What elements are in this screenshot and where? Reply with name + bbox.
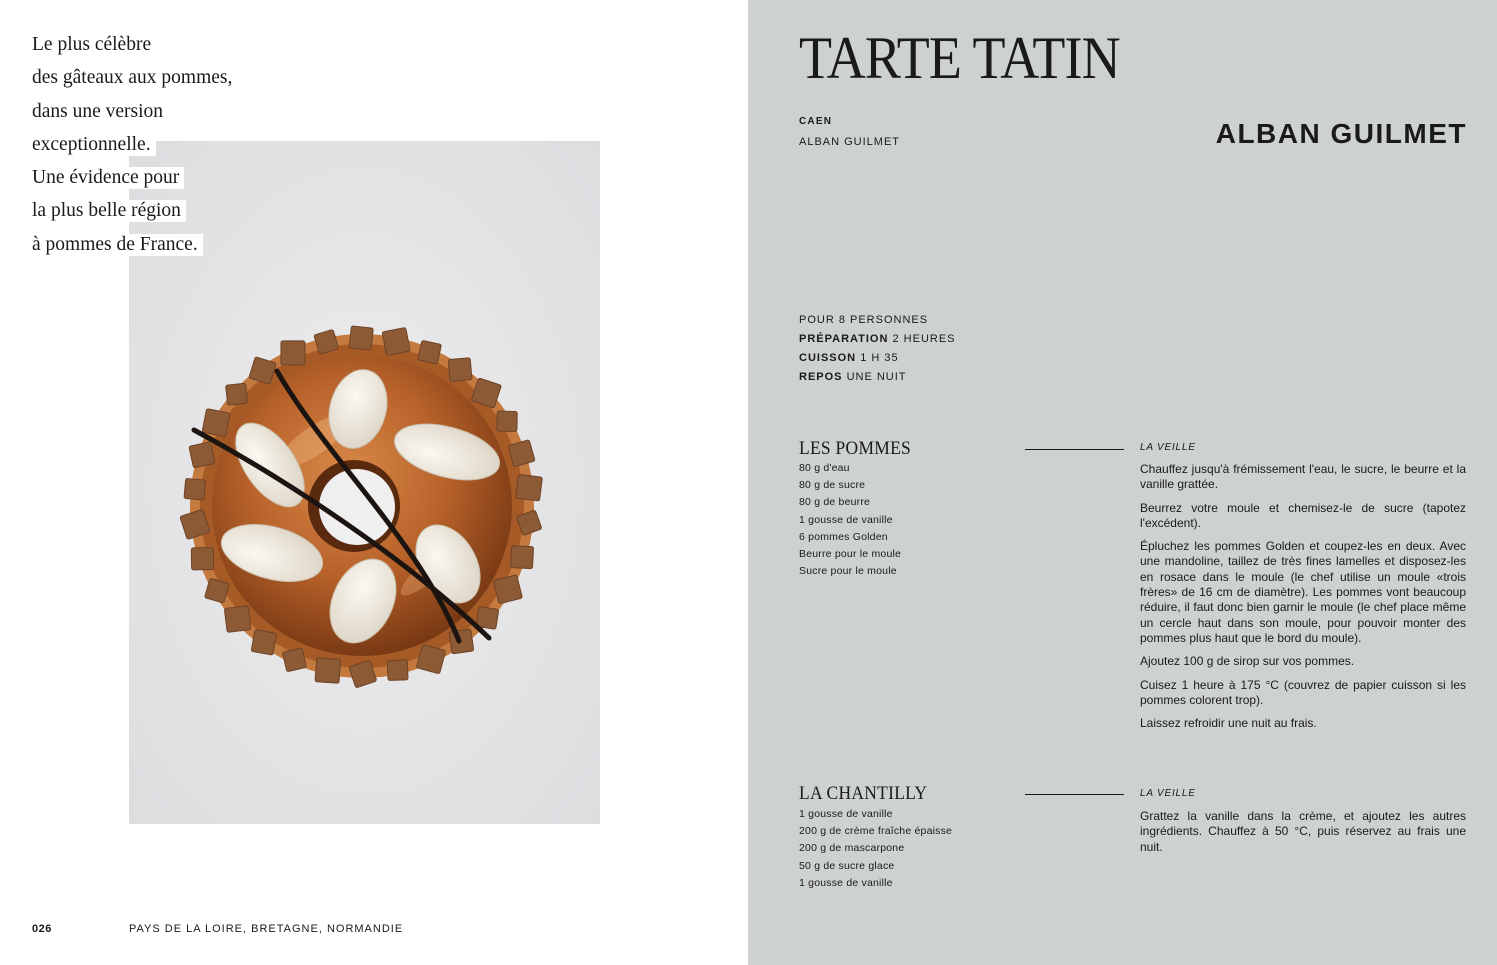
intro-line: exceptionnelle. — [28, 134, 156, 156]
ingredient-item: Beurre pour le moule — [799, 548, 902, 561]
ingredient-item: 1 gousse de vanille — [799, 876, 893, 889]
prep-time — [799, 330, 956, 349]
recipe-meta — [799, 311, 956, 387]
chef-name-small: ALBAN GUILMET — [799, 136, 901, 148]
cook-value: 1 H 35 — [860, 352, 899, 364]
ingredient-item: Sucre pour le moule — [799, 565, 897, 578]
ingredient-item: 80 g d'eau — [799, 462, 850, 474]
intro-line: Une évidence pour — [28, 167, 184, 189]
ingredient-list-chantilly — [799, 806, 952, 892]
section-title-chantilly: LA CHANTILLY — [799, 783, 928, 804]
ingredient-item: 50 g de sucre glace — [799, 859, 895, 872]
prep-value: 2 HEURES — [892, 333, 956, 345]
intro-text — [28, 28, 237, 261]
chef-name-large: ALBAN GUILMET — [1215, 118, 1467, 149]
ingredient-item: 200 g de crème fraîche épaisse — [799, 825, 953, 838]
intro-line: la plus belle région — [28, 200, 186, 222]
rest-time — [799, 368, 956, 387]
steps-pommes — [1140, 462, 1466, 739]
intro-line: dans une version — [28, 101, 168, 123]
ingredient-list-pommes — [799, 460, 901, 580]
ingredient-item: 80 g de sucre — [799, 479, 866, 492]
left-page — [0, 0, 748, 965]
rest-value: UNE NUIT — [846, 371, 907, 383]
ingredient-item: 80 g de beurre — [799, 496, 871, 509]
ingredient-item: 1 gousse de vanille — [799, 808, 893, 820]
city-label: CAEN — [799, 116, 833, 127]
ingredient-item: 1 gousse de vanille — [799, 513, 893, 526]
ingredient-item: 200 g de mascarpone — [799, 842, 905, 855]
step: Cuisez 1 heure à 175 °C (couvrez de papier cuisson si les pommes colorent trop). — [1140, 677, 1466, 707]
step: Épluchez les pommes Golden et coupez-les en deux. Avec une mandoline, taillez de très fines lamelles et disposez-les en rosace dans le moule (le chef utilise un moule «trois frères» de 16 cm de diamètre). Les pommes vont beaucoup réduire, il faut donc bien garnir le moule (le chef place même un cercle haut dans son moule, pour pouvoir monter des pommes plus haut que le bord du moule). — [1140, 539, 1466, 645]
cook-label: CUISSON — [799, 352, 857, 364]
step: Beurrez votre moule et chemisez-le de sucre (tapotez l'excédent). — [1140, 500, 1466, 530]
prep-label: PRÉPARATION — [799, 333, 889, 345]
section-rule — [1025, 449, 1124, 450]
serves: POUR 8 PERSONNES — [799, 314, 929, 326]
step: Laissez refroidir une nuit au frais. — [1140, 716, 1317, 731]
recipe-title: TARTE TATIN — [799, 25, 1120, 91]
step: Chauffez jusqu'à frémissement l'eau, le sucre, le beurre et la vanille grattée. — [1140, 462, 1466, 492]
ingredient-item: 6 pommes Golden — [799, 530, 888, 543]
timing-label: LA VEILLE — [1140, 788, 1196, 799]
intro-line: à pommes de France. — [28, 234, 203, 256]
step: Grattez la vanille dans la crème, et ajoutez les autres ingrédients. Chauffez à 50 °C, puis réservez au frais une nuit. — [1140, 809, 1466, 854]
section-rule — [1025, 794, 1124, 795]
cook-time — [799, 349, 956, 368]
region-footer: PAYS DE LA LOIRE, BRETAGNE, NORMANDIE — [129, 923, 404, 935]
right-page — [748, 0, 1497, 965]
step: Ajoutez 100 g de sirop sur vos pommes. — [1140, 654, 1355, 669]
steps-chantilly — [1140, 809, 1466, 863]
timing-label: LA VEILLE — [1140, 442, 1196, 453]
page-number: 026 — [32, 923, 52, 935]
section-title-pommes: LES POMMES — [799, 438, 912, 459]
intro-line: des gâteaux aux pommes, — [28, 67, 237, 89]
intro-line: Le plus célèbre — [28, 34, 156, 56]
rest-label: REPOS — [799, 371, 843, 383]
